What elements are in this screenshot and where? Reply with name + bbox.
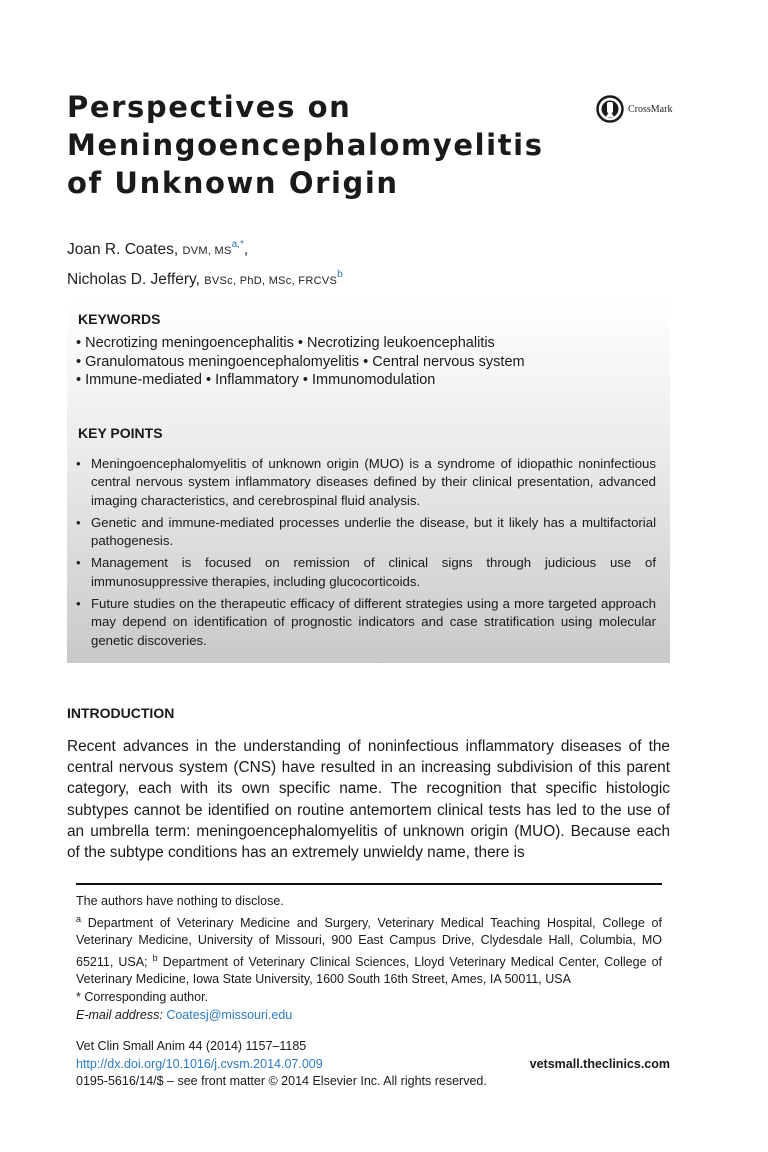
title-line-1: Perspectives on: [67, 90, 352, 124]
author-2: [67, 263, 343, 293]
doi-link[interactable]: http://dx.doi.org/10.1016/j.cvsm.2014.07.009: [76, 1056, 323, 1071]
affiliations-note: [76, 911, 662, 989]
introduction-paragraph: Recent advances in the understanding of noninfectious inflammatory diseases of the central nervous system (CNS) have resulted in an increasing subdivision of this parent category, each with its own specific name. The recognition that specific histologic subtypes cannot be identified on routine antemortem clinical tests has led to the use of an umbrella term: meningoencephalomyelitis of unknown origin (MUO). Because each of the subtype conditions has an extremely unwieldy name, there is: [67, 738, 670, 862]
keywords-list: [76, 334, 525, 390]
author-list: [67, 233, 343, 293]
email-note: [76, 1007, 662, 1025]
doi-row: [76, 1056, 670, 1074]
keywords-heading: KEYWORDS: [78, 311, 161, 327]
journal-website[interactable]: vetsmall.theclinics.com: [529, 1056, 670, 1071]
disclosure-note: The authors have nothing to disclose.: [76, 894, 284, 908]
footnote-divider: [76, 883, 662, 885]
journal-reference: Vet Clin Small Anim 44 (2014) 1157–1185: [76, 1039, 307, 1053]
key-point-item: • Meningoencephalomyelitis of unknown origin (MUO) is a syndrome of idiopathic noninfectious central nervous system inflammatory diseases defined by their clinical presentation, advanced imaging characteristics, and cerebrospinal fluid analysis.: [76, 455, 656, 510]
author-affiliation-marker[interactable]: a,*: [231, 239, 244, 250]
author-separator: ,: [243, 241, 249, 258]
affiliation-b-marker: b: [152, 952, 158, 963]
footnotes: [76, 893, 662, 1024]
keyword-line: • Granulomatous meningoencephalomyelitis • Central nervous system: [76, 353, 525, 370]
crossmark-label: CrossMark: [628, 103, 673, 115]
affiliation-b: Department of Veterinary Clinical Sciences, Lloyd Veterinary Medical Center, College of Veterinary Medicine, Iowa State University, 1600 South 16th Street, Ames, IA 50011, USA: [76, 954, 663, 987]
crossmark-icon: [596, 95, 624, 123]
author-name: Joan R. Coates,: [67, 241, 179, 258]
citation-block: [76, 1038, 670, 1091]
rights-statement: 0195-5616/14/$ – see front matter © 2014 Elsevier Inc. All rights reserved.: [76, 1074, 487, 1089]
affiliation-a: Department of Veterinary Medicine and Surgery, Veterinary Medical Teaching Hospital, College of Veterinary Medicine, University of Missouri, 900 East Campus Drive, Clydesdale Hall, Columbia, MO 65211, USA;: [76, 915, 662, 969]
article-title: [67, 88, 587, 202]
title-line-2: Meningoencephalomyelitis: [67, 128, 544, 162]
keyword-line: • Necrotizing meningoencephalitis • Necrotizing leukoencephalitis: [76, 335, 495, 351]
key-points-list: [76, 455, 656, 654]
email-label: E-mail address:: [76, 1007, 163, 1022]
keywords-keypoints-box: [67, 299, 670, 663]
author-credentials: BVSc, PhD, MSc, FRCVS: [204, 275, 338, 287]
keyword-line: • Immune-mediated • Inflammatory • Immunomodulation: [76, 372, 436, 388]
affiliation-a-marker: a: [76, 913, 82, 924]
author-name: Nicholas D. Jeffery,: [67, 271, 200, 288]
corresponding-author-note: * Corresponding author.: [76, 989, 209, 1004]
crossmark-badge[interactable]: [596, 93, 672, 125]
email-link[interactable]: Coatesj@missouri.edu: [166, 1007, 293, 1022]
key-points-heading: KEY POINTS: [78, 425, 163, 441]
key-point-item: • Management is focused on remission of clinical signs through judicious use of immunosuppressive therapies, including glucocorticoids.: [76, 554, 656, 591]
title-line-3: of Unknown Origin: [67, 166, 399, 200]
introduction-heading: INTRODUCTION: [67, 705, 175, 721]
key-point-item: • Future studies on the therapeutic efficacy of different strategies using a more targeted approach may depend on identification of prognostic indicators and case stratification using molecular genetic discoveries.: [76, 595, 656, 650]
author-credentials: DVM, MS: [182, 245, 232, 257]
author-affiliation-marker[interactable]: b: [337, 269, 343, 280]
author-1: [67, 233, 343, 263]
key-point-item: • Genetic and immune-mediated processes underlie the disease, but it likely has a multifactorial pathogenesis.: [76, 514, 656, 551]
